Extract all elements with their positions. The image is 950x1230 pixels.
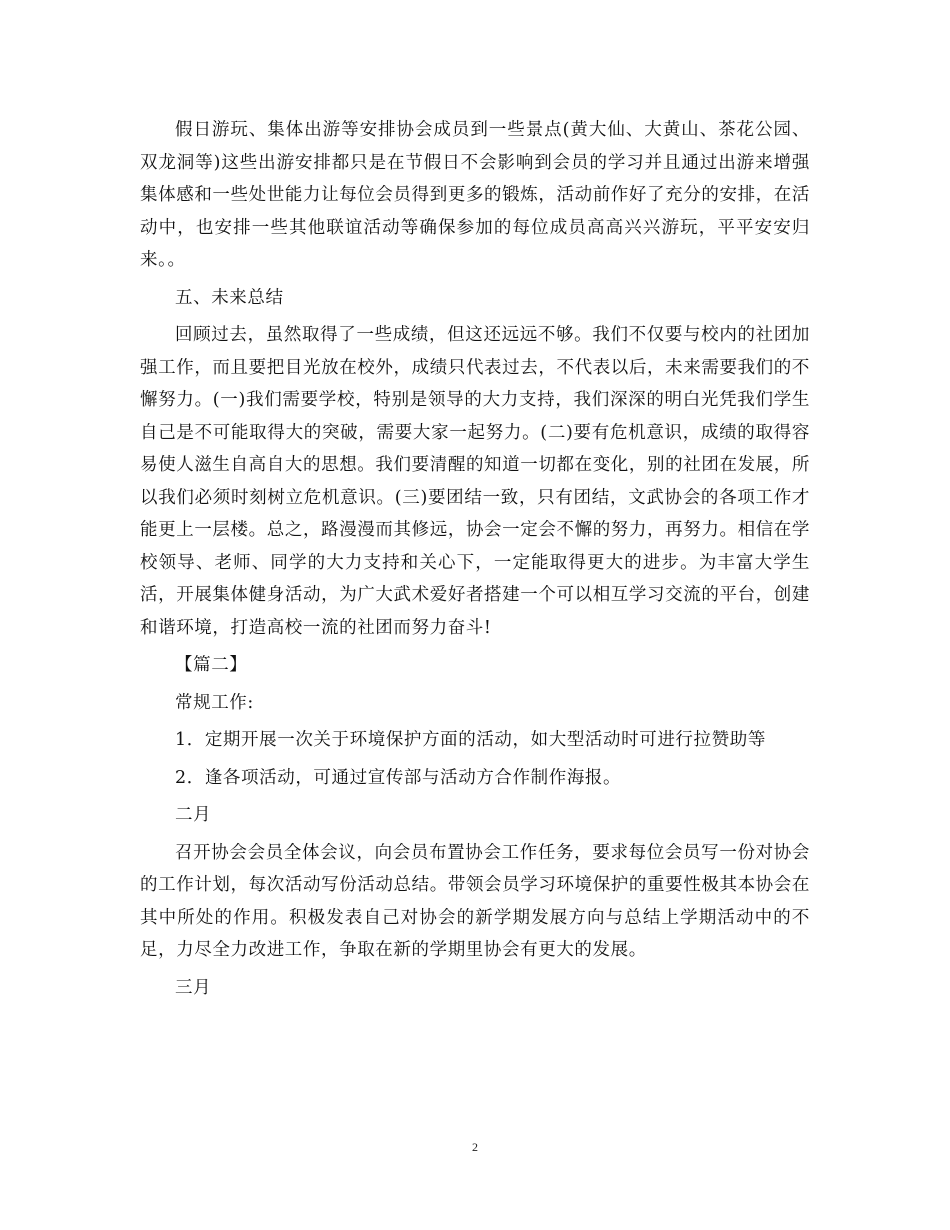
list-item-2: 2．逢各项活动，可通过宣传部与活动方合作制作海报。 — [175, 767, 622, 788]
paragraph-review: 回顾过去，虽然取得了一些成绩，但这还远远不够。我们不仅要与校内的社团加强工作，而且要把目光放在校外，成绩只代表过去，不代表以后，未来需要我们的不懈努力。(一)我们需要学校，特别是领导的大力支持，我们深深的明白光凭我们学生自己是不可能取得大的突破，需要大家一起努力。(二)要有危机意识，成绩的取得容易使人滋生自高自大的思想。我们要清醒的知道一切都在变化，别的社团在发展，所以我们必须时刻树立危机意识。(三)要团结一致，只有团结，文武协会的各项工作才能更上一层楼。总之，路漫漫而其修远，协会一定会不懈的努力，再努力。相信在学校领导、老师、同学的大力支持和关心下，一定能取得更大的进步。为丰富大学生活，开展集体健身活动，为广大武术爱好者搭建一个可以相互学习交流的平台，创建和谐环境，打造高校一流的社团而努力奋斗! — [140, 325, 810, 638]
list-item-1: 1．定期开展一次关于环境保护方面的活动，如大型活动时可进行拉赞助等 — [175, 730, 766, 750]
heading-march: 三月 — [175, 977, 212, 998]
heading-part-two: 【篇二】 — [175, 655, 248, 675]
paragraph-february: 召开协会会员全体会议，向会员布置协会工作任务，要求每位会员写一份对协会的工作计划，每次活动写份活动总结。带领会员学习环境保护的重要性极其本协会在其中所处的作用。积极发表自己对协会的新学期发展方向与总结上学期活动中的不足，力尽全力改进工作，争取在新的学期里协会有更大的发展。 — [140, 842, 810, 960]
heading-future-summary: 五、未来总结 — [175, 287, 284, 308]
paragraph-outing-activities: 假日游玩、集体出游等安排协会成员到一些景点(黄大仙、大黄山、茶花公园、双龙洞等)这些出游安排都只是在节假日不会影响到会员的学习并且通过出游来增强集体感和一些处世能力让每位会员得到更多的锻炼，活动前作好了充分的安排，在活动中，也安排一些其他联谊活动等确保参加的每位成员高高兴兴游玩，平平安安归来。。 — [140, 120, 810, 270]
heading-february: 二月 — [175, 805, 212, 825]
page-number: 2 — [472, 1140, 478, 1154]
document-body — [140, 114, 810, 1004]
heading-routine-work: 常规工作: — [175, 692, 254, 713]
